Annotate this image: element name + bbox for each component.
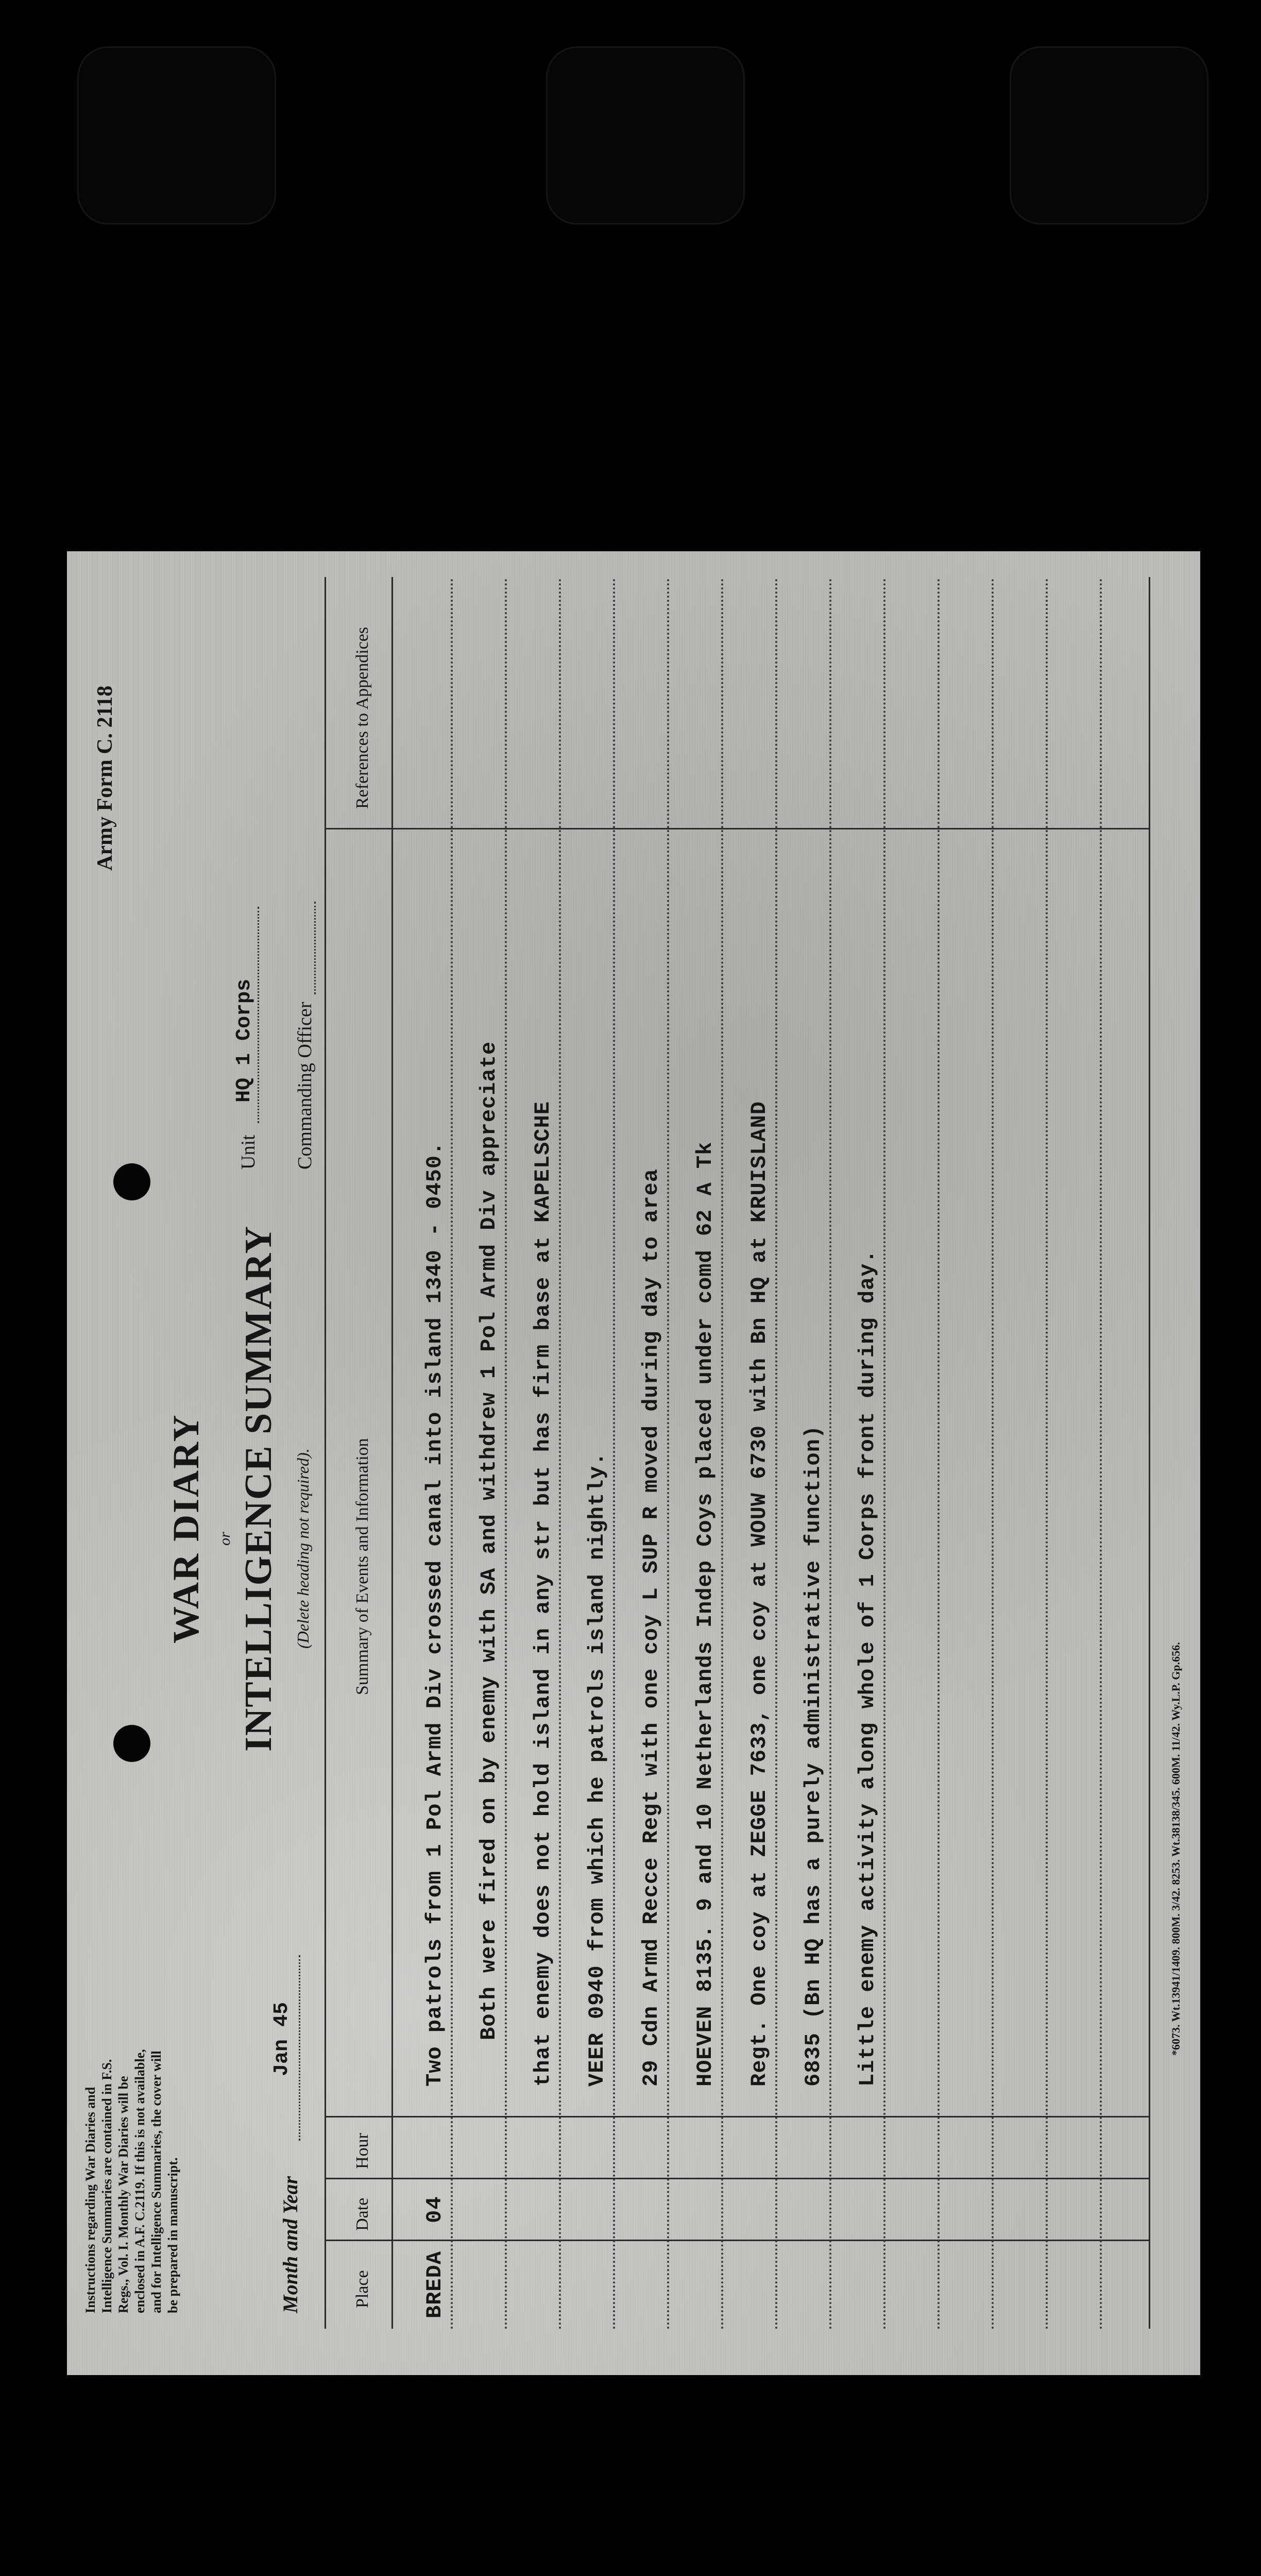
entry-line: HOEVEN 8135. 9 and 10 Netherlands Indep Coys placed under comd 62 A Tk	[693, 1141, 718, 2087]
punch-hole	[113, 1163, 150, 1200]
col-divider-summary	[325, 828, 1149, 829]
title-war-diary: WAR DIARY	[165, 1413, 207, 1643]
commanding-officer-label: Commanding Officer	[294, 1002, 316, 1170]
ruled-line	[829, 577, 831, 2329]
ruled-line	[667, 577, 669, 2329]
ruled-line	[451, 577, 453, 2329]
ruled-line	[505, 577, 507, 2329]
ruled-line	[883, 577, 885, 2329]
ruled-line	[775, 577, 777, 2329]
title-or: or	[216, 1532, 233, 1546]
ruled-line	[559, 577, 561, 2329]
instructions-text: Instructions regarding War Diaries and Intelligence Summaries are contained in F.S. Regs., Vol. I. Monthly War Diaries will be enclosed in A.F. C.2119. If this is not available, and for Intelligence Summaries, the cover will be prepared in manuscript.	[83, 2049, 180, 2313]
ruled-line	[1100, 577, 1102, 2329]
form-number: Army Form C. 2118	[93, 685, 117, 871]
delete-heading-note: (Delete heading not required).	[294, 1448, 312, 1649]
film-sprocket	[546, 46, 745, 225]
col-divider-place	[325, 2240, 1149, 2241]
entry-line: 29 Cdn Armd Recce Regt with one coy L SUP R moved during day to area	[639, 1168, 663, 2087]
war-diary-form	[67, 551, 1200, 2375]
month-year-value: Jan 45	[270, 2002, 294, 2076]
entry-line: 6835 (Bn HQ has a purely administrative function)	[801, 1425, 826, 2087]
month-year-label: Month and Year	[279, 2176, 302, 2313]
ruled-line	[1046, 577, 1048, 2329]
ruled-line	[613, 577, 615, 2329]
table-bottom-border	[1149, 577, 1150, 2329]
header-references: References to Appendices	[353, 626, 372, 809]
col-divider-hour	[325, 2116, 1149, 2117]
entry-line: Two patrols from 1 Pol Armd Div crossed canal into island 1340 - 0450.	[422, 1141, 447, 2087]
entry-line: VEER 0940 from which he patrols island nightly.	[585, 1452, 609, 2087]
printer-footer: *6073. Wt.13941/1409. 800M. 3/42. 8253. Wt.38138/345. 600M. 11/42. Wy.L.P. Gp.656.	[1169, 1642, 1182, 2056]
unit-label: Unit	[237, 1134, 259, 1170]
header-summary: Summary of Events and Information	[353, 1438, 372, 1695]
title-intelligence-summary: INTELLIGENCE SUMMARY	[237, 1225, 280, 1752]
ruled-line	[992, 577, 994, 2329]
film-sprocket	[77, 46, 276, 225]
document-frame	[67, 551, 1200, 2375]
entry-place: BREDA	[422, 2250, 447, 2318]
ruled-line	[938, 577, 940, 2329]
header-place: Place	[353, 2270, 372, 2308]
punch-hole	[113, 1725, 150, 1762]
entry-line: Little enemy activity along whole of 1 Corps front during day.	[855, 1249, 880, 2087]
table-top-border	[325, 577, 326, 2329]
commanding-officer-line	[288, 902, 316, 994]
entry-date: 04	[422, 2196, 447, 2223]
header-bottom-rule	[391, 577, 393, 2329]
film-sprocket	[1010, 46, 1208, 225]
unit-value: HQ 1 Corps	[233, 978, 256, 1103]
header-date: Date	[353, 2197, 372, 2231]
entry-line: that enemy does not hold island in any str but has firm base at KAPELSCHE	[531, 1101, 555, 2087]
header-hour: Hour	[353, 2133, 372, 2169]
col-divider-date	[325, 2178, 1149, 2179]
ruled-line	[721, 577, 723, 2329]
entry-line: Regt. One coy at ZEGGE 7633, one coy at WOUW 6730 with Bn HQ at KRUISLAND	[747, 1101, 772, 2087]
entry-line: Both were fired on by enemy with SA and withdrew 1 Pol Armd Div appreciate	[476, 1041, 501, 2040]
